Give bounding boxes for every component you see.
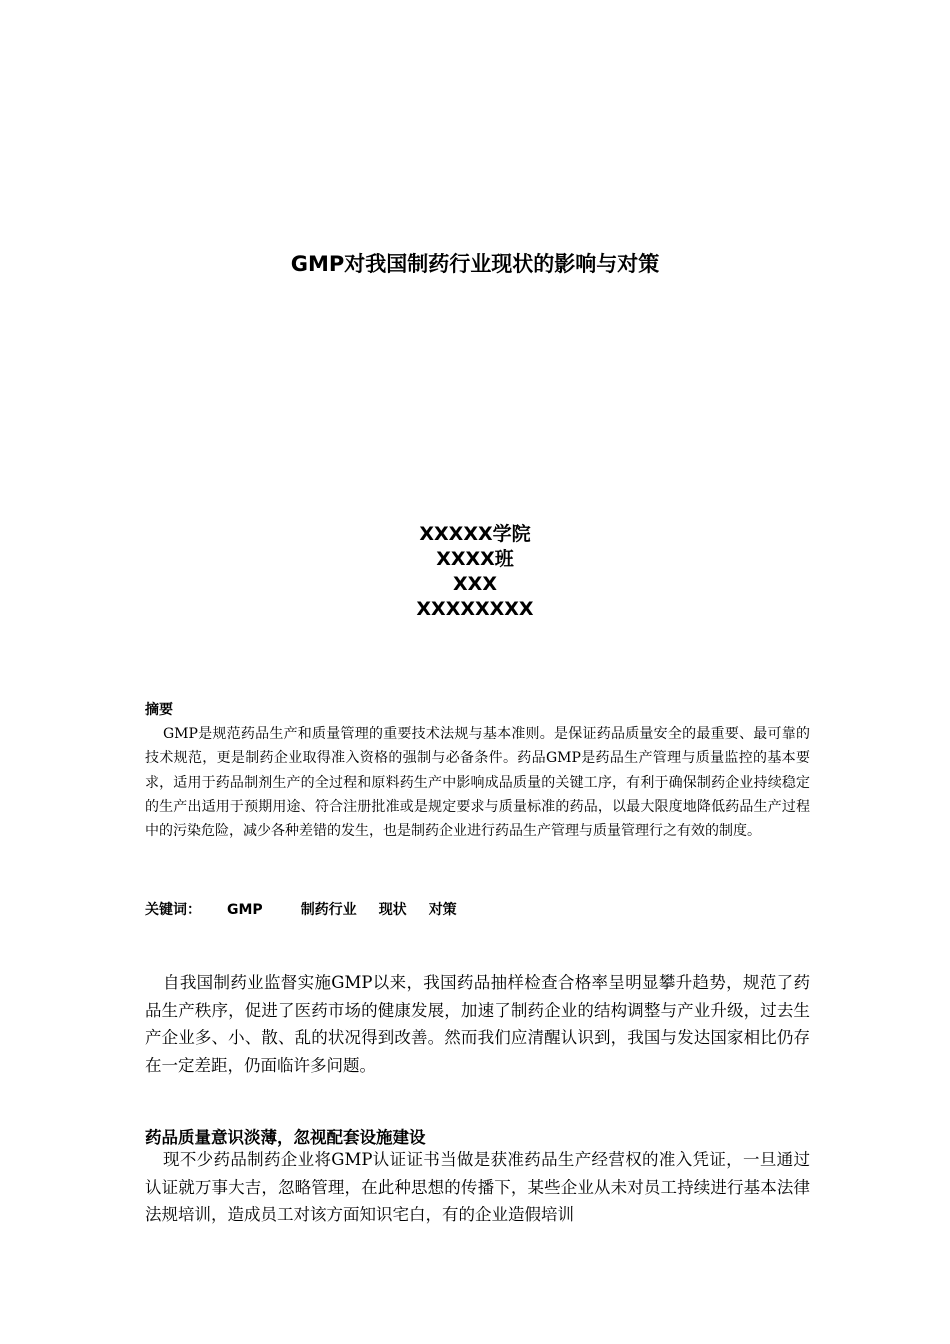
keyword-item: 现状 [378,902,407,918]
keywords-label: 关键词： [145,902,201,918]
author-class: XXXX班 [436,548,514,570]
author-info [0,522,950,622]
abstract-heading: 摘要 [145,702,173,718]
section-heading: 药品质量意识淡薄，忽视配套设施建设 [145,1128,426,1147]
author-student-id: XXXXXXXX [416,598,534,620]
author-name: XXX [453,573,497,595]
keyword-item: 制药行业 [300,902,357,918]
keywords-line [145,899,810,919]
intro-paragraph: 自我国制药业监督实施GMP以来，我国药品抽样检查合格率呈明显攀升趋势，规范了药品生产秩序，促进了医药市场的健康发展，加速了制药企业的结构调整与产业升级，过去生产企业多、小、散、乱的状况得到改善。然而我们应清醒认识到，我国与发达国家相比仍存在一定差距，仍面临许多问题。 [145,973,810,1075]
abstract-body: GMP是规范药品生产和质量管理的重要技术法规与基本准则。是保证药品质量安全的最重要、最可靠的技术规范，更是制药企业取得准入资格的强制与必备条件。药品GMP是药品生产管理与质量监控的基本要求，适用于药品制剂生产的全过程和原料药生产中影响成品质量的关键工序，有利于确保制药企业持续稳定的生产出适用于预期用途、符合注册批准或是规定要求与质量标准的药品，以最大限度地降低药品生产过程中的污染危险，减少各种差错的发生，也是制药企业进行药品生产管理与质量管理行之有效的制度。 [145,726,810,840]
section-paragraph: 现不少药品制药企业将GMP认证证书当做是获准药品生产经营权的准入凭证，一旦通过认证就万事大吉，忽略管理，在此种思想的传播下，某些企业从未对员工持续进行基本法律法规培训，造成员工对该方面知识宅白，有的企业造假培训 [145,1150,810,1224]
keyword-item: GMP [227,902,263,918]
keyword-item: 对策 [428,902,457,918]
document-title: GMP对我国制药行业现状的影响与对策 [290,252,660,276]
author-college: XXXXX学院 [419,523,531,545]
